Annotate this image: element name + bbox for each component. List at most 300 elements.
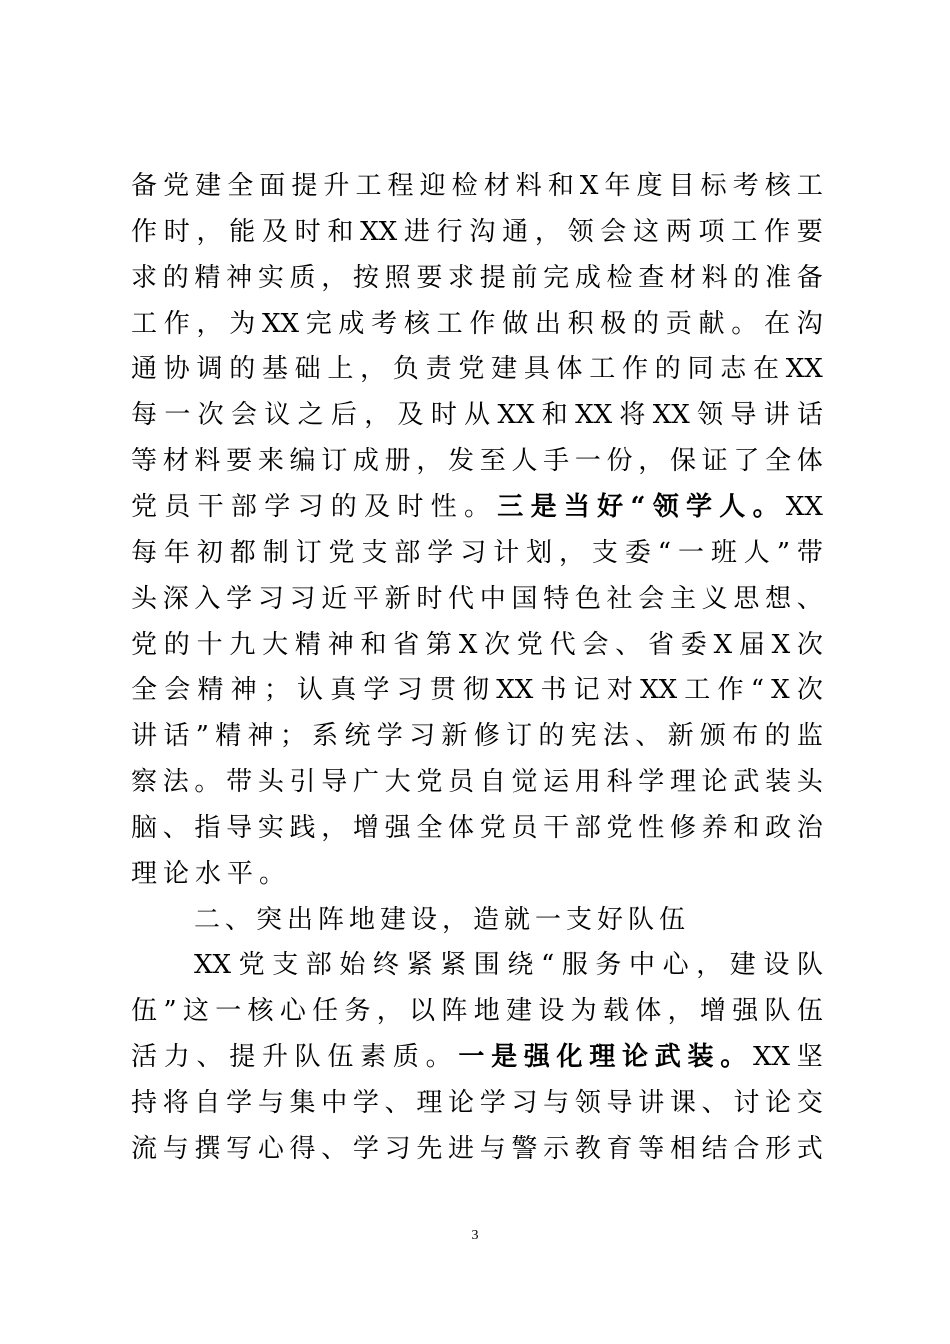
text-glyph: 增 xyxy=(699,996,726,1027)
text-line xyxy=(131,670,823,710)
text-glyph: 神 xyxy=(226,262,253,293)
text-glyph: 订 xyxy=(295,537,322,568)
text-glyph: 义 xyxy=(701,583,728,614)
text-glyph: 交 xyxy=(796,1088,823,1118)
text-glyph: 部 xyxy=(574,812,601,843)
text-glyph: 教 xyxy=(574,1133,601,1164)
text-glyph: 一 xyxy=(574,446,601,477)
text-glyph: 体 xyxy=(635,996,662,1027)
text-line xyxy=(131,395,823,435)
text-glyph: 人 xyxy=(511,446,538,477)
text-glyph: 国 xyxy=(511,583,538,614)
text-glyph: 强 xyxy=(732,996,759,1027)
text-line xyxy=(131,258,823,298)
text-glyph: 划 xyxy=(526,537,553,568)
text-glyph: 精 xyxy=(194,262,221,293)
text-glyph: 初 xyxy=(196,537,223,568)
text-glyph: “ xyxy=(540,950,555,981)
text-glyph: ” xyxy=(195,721,209,752)
text-line xyxy=(131,304,823,344)
text-glyph: 代 xyxy=(448,583,475,614)
text-glyph: 主 xyxy=(669,583,696,614)
text-glyph: 新 xyxy=(667,721,694,752)
text-glyph: 党 xyxy=(131,629,158,660)
text-line xyxy=(131,212,823,252)
text-glyph: 学 xyxy=(264,491,291,522)
text-glyph: 提 xyxy=(229,1042,256,1073)
text-line xyxy=(131,808,823,848)
text-glyph: 手 xyxy=(543,446,570,477)
text-glyph: 法 xyxy=(602,721,629,752)
text-glyph: 、 xyxy=(196,1042,223,1073)
text-glyph: 的 xyxy=(162,262,189,293)
text-glyph: 伍 xyxy=(131,996,158,1027)
text-glyph: 一 xyxy=(677,537,704,568)
text-glyph: 实 xyxy=(257,262,284,293)
text-glyph: 式 xyxy=(796,1133,823,1164)
text-glyph: 的 xyxy=(163,629,190,660)
text-glyph: 合 xyxy=(733,1133,760,1164)
text-glyph: ； xyxy=(279,721,306,752)
text-glyph: 从 xyxy=(464,400,491,431)
text-glyph: 坚 xyxy=(796,1042,823,1073)
text-glyph: 性 xyxy=(638,812,665,843)
text-glyph: 献 xyxy=(698,308,725,339)
text-glyph: 讲 xyxy=(131,721,158,752)
text-glyph: 查 xyxy=(638,262,665,293)
text-glyph: 届 xyxy=(738,629,765,660)
text-glyph: 颁 xyxy=(699,721,726,752)
text-glyph: 将 xyxy=(619,400,646,431)
text-glyph: 极 xyxy=(600,308,627,339)
text-glyph: 始 xyxy=(339,950,366,981)
text-glyph: 会 xyxy=(600,216,627,247)
text-glyph: 领 xyxy=(574,1088,601,1118)
text-glyph: 责 xyxy=(425,354,452,385)
text-glyph: 积 xyxy=(567,308,594,339)
text-glyph: 论 xyxy=(765,1088,792,1118)
text-glyph: 神 xyxy=(327,629,354,660)
text-glyph: 布 xyxy=(732,721,759,752)
text-glyph: 通 xyxy=(502,216,529,247)
text-glyph: 人 xyxy=(743,537,770,568)
text-glyph: 和 xyxy=(733,812,760,843)
text-glyph: 一 xyxy=(458,1042,485,1073)
text-glyph: 习 xyxy=(289,583,316,614)
text-glyph: 和 xyxy=(327,216,354,247)
text-glyph: 增 xyxy=(352,812,379,843)
text-glyph: 领 xyxy=(652,491,679,522)
text-glyph: 证 xyxy=(701,446,728,477)
text-line xyxy=(194,900,690,940)
text-glyph: 伍 xyxy=(796,996,823,1027)
text-glyph: 是 xyxy=(530,491,557,522)
text-glyph: 流 xyxy=(131,1133,158,1164)
text-glyph: 工 xyxy=(589,354,616,385)
text-line xyxy=(131,441,823,481)
text-glyph: ， xyxy=(416,446,443,477)
text-glyph: 程 xyxy=(387,171,414,201)
text-glyph: 部 xyxy=(305,950,332,981)
text-glyph: 写 xyxy=(226,1133,253,1164)
text-glyph: 支 xyxy=(272,950,299,981)
text-glyph: 、 xyxy=(384,1088,411,1118)
text-glyph: 工 xyxy=(684,675,711,706)
page-number: 3 xyxy=(471,1228,479,1243)
text-glyph: 人 xyxy=(719,491,746,522)
text-glyph: 工 xyxy=(131,308,158,339)
text-glyph: 习 xyxy=(297,491,324,522)
text-glyph: 做 xyxy=(502,308,529,339)
text-glyph: 以 xyxy=(409,996,436,1027)
text-glyph: 领 xyxy=(697,400,724,431)
text-glyph: 自 xyxy=(194,1088,221,1118)
text-glyph: 带 xyxy=(226,767,253,798)
text-glyph: 和 xyxy=(541,400,568,431)
text-glyph: 建 xyxy=(491,354,518,385)
text-glyph: 学 xyxy=(226,583,253,614)
text-glyph: 践 xyxy=(289,812,316,843)
text-glyph: 近 xyxy=(321,583,348,614)
text-glyph: 警 xyxy=(511,1133,538,1164)
text-glyph: 作 xyxy=(163,308,190,339)
text-glyph: 材 xyxy=(162,446,189,477)
text-glyph: 次 xyxy=(796,675,823,706)
text-glyph: 全 xyxy=(765,446,792,477)
text-glyph: 学 xyxy=(352,1088,379,1118)
text-glyph: 进 xyxy=(448,1133,475,1164)
text-glyph: 作 xyxy=(622,354,649,385)
text-glyph: 要 xyxy=(416,262,443,293)
text-glyph: 新 xyxy=(384,583,411,614)
text-glyph: 的 xyxy=(764,721,791,752)
text-glyph: 议 xyxy=(264,400,291,431)
text-glyph: 阵 xyxy=(441,996,468,1027)
text-glyph: 是 xyxy=(491,1042,518,1073)
text-glyph: 支 xyxy=(591,537,618,568)
text-glyph: 强 xyxy=(384,812,411,843)
text-glyph: 部 xyxy=(230,491,257,522)
text-glyph: 及 xyxy=(397,400,424,431)
text-glyph: 全 xyxy=(227,171,254,201)
text-glyph: 至 xyxy=(479,446,506,477)
text-glyph: 导 xyxy=(606,1088,633,1118)
text-glyph: 志 xyxy=(720,354,747,385)
text-glyph: 提 xyxy=(479,262,506,293)
text-glyph: 核 xyxy=(403,308,430,339)
text-glyph: 沟 xyxy=(469,216,496,247)
text-glyph: 、 xyxy=(701,1088,728,1118)
text-glyph: 示 xyxy=(543,1133,570,1164)
text-glyph: 务 xyxy=(595,950,622,981)
text-glyph: 作 xyxy=(131,216,158,247)
text-glyph: 社 xyxy=(606,583,633,614)
text-glyph: 话 xyxy=(163,721,190,752)
text-glyph: 的 xyxy=(654,354,681,385)
text-glyph: 学 xyxy=(363,675,390,706)
text-glyph: 与 xyxy=(257,1088,284,1118)
text-glyph: 彻 xyxy=(463,675,490,706)
text-glyph: 通 xyxy=(131,354,158,385)
text-glyph: 三 xyxy=(497,491,524,522)
text-line xyxy=(131,1037,823,1077)
text-glyph: 当 xyxy=(563,491,590,522)
text-glyph: 料 xyxy=(515,171,542,201)
text-glyph: 完 xyxy=(543,262,570,293)
text-glyph: 、 xyxy=(321,1133,348,1164)
text-glyph: 精 xyxy=(197,675,224,706)
text-glyph: 体 xyxy=(796,446,823,477)
text-glyph: 协 xyxy=(163,354,190,385)
text-glyph: 统 xyxy=(344,721,371,752)
text-glyph: 装 xyxy=(765,767,792,798)
text-line xyxy=(194,945,823,985)
text-glyph: 紧 xyxy=(440,950,467,981)
text-glyph: 提 xyxy=(291,171,318,201)
text-glyph: 理 xyxy=(589,1042,616,1073)
text-glyph: 制 xyxy=(262,537,289,568)
text-glyph: 体 xyxy=(556,354,583,385)
text-glyph: 次 xyxy=(197,400,224,431)
text-line xyxy=(131,762,823,802)
text-glyph: 作 xyxy=(763,216,790,247)
text-line xyxy=(131,854,823,894)
text-glyph: 。 xyxy=(731,308,758,339)
text-glyph: 时 xyxy=(163,216,190,247)
text-glyph: 党 xyxy=(479,812,506,843)
text-glyph: 理 xyxy=(416,1088,443,1118)
text-glyph: 订 xyxy=(506,721,533,752)
text-glyph: 按 xyxy=(352,262,379,293)
text-glyph: 一 xyxy=(215,996,242,1027)
text-glyph: 全 xyxy=(416,812,443,843)
text-glyph: 员 xyxy=(164,491,191,522)
text-glyph: 时 xyxy=(416,583,443,614)
text-glyph: 强 xyxy=(523,1042,550,1073)
text-glyph: 新 xyxy=(441,721,468,752)
text-glyph: ， xyxy=(376,996,403,1027)
text-glyph: 大 xyxy=(384,767,411,798)
text-glyph: 相 xyxy=(669,1133,696,1164)
text-line xyxy=(131,1129,823,1169)
text-glyph: 头 xyxy=(796,767,823,798)
text-glyph: 讨 xyxy=(733,1088,760,1118)
text-glyph: 学 xyxy=(226,1088,253,1118)
text-glyph: 负 xyxy=(392,354,419,385)
text-glyph: 论 xyxy=(622,1042,649,1073)
text-glyph: 论 xyxy=(701,767,728,798)
text-glyph: 升 xyxy=(261,1042,288,1073)
text-glyph: 核 xyxy=(247,996,274,1027)
text-glyph: 上 xyxy=(327,354,354,385)
text-glyph: 出 xyxy=(534,308,561,339)
text-glyph: 求 xyxy=(131,262,158,293)
text-glyph: 察 xyxy=(131,767,158,798)
text-glyph: 建 xyxy=(506,996,533,1027)
text-line xyxy=(131,349,823,389)
text-glyph: 部 xyxy=(394,537,421,568)
text-glyph: 成 xyxy=(352,446,379,477)
text-glyph: 两 xyxy=(665,216,692,247)
text-glyph: XX xyxy=(194,950,232,981)
text-glyph: 系 xyxy=(312,721,339,752)
text-glyph: 神 xyxy=(247,721,274,752)
text-glyph: 集 xyxy=(289,1088,316,1118)
text-glyph: ； xyxy=(263,675,290,706)
text-glyph: 每 xyxy=(131,537,158,568)
text-glyph: 沟 xyxy=(796,308,823,339)
text-glyph: 都 xyxy=(229,537,256,568)
text-glyph: 科 xyxy=(606,767,633,798)
text-glyph: 完 xyxy=(305,308,332,339)
text-glyph: 第 xyxy=(426,629,453,660)
text-glyph: 全 xyxy=(131,675,158,706)
text-glyph: 理 xyxy=(669,767,696,798)
text-glyph: XX xyxy=(497,400,535,431)
text-glyph: 平 xyxy=(352,583,379,614)
text-glyph: 基 xyxy=(261,354,288,385)
text-glyph: 代 xyxy=(549,629,576,660)
text-glyph: 武 xyxy=(654,1042,681,1073)
text-glyph: 觉 xyxy=(511,767,538,798)
text-line xyxy=(131,991,823,1031)
text-glyph: 导 xyxy=(321,767,348,798)
text-glyph: 化 xyxy=(556,1042,583,1073)
text-glyph: 会 xyxy=(230,400,257,431)
text-glyph: 习 xyxy=(460,537,487,568)
text-glyph: 运 xyxy=(543,767,570,798)
text-glyph: 委 xyxy=(624,537,651,568)
text-glyph: 的 xyxy=(229,354,256,385)
text-glyph: 的 xyxy=(330,491,357,522)
text-glyph: 九 xyxy=(229,629,256,660)
text-glyph: 围 xyxy=(473,950,500,981)
text-glyph: 紧 xyxy=(406,950,433,981)
text-glyph: 在 xyxy=(763,308,790,339)
text-glyph: 习 xyxy=(511,1088,538,1118)
text-glyph: 活 xyxy=(131,1042,158,1073)
text-glyph: “ xyxy=(750,675,764,706)
text-glyph: 学 xyxy=(427,537,454,568)
text-glyph: 。 xyxy=(425,1042,452,1073)
text-glyph: 。 xyxy=(194,767,221,798)
text-glyph: 调 xyxy=(196,354,223,385)
text-glyph: 会 xyxy=(164,675,191,706)
text-glyph: 习 xyxy=(384,1133,411,1164)
text-glyph: 性 xyxy=(430,491,457,522)
text-glyph: 备 xyxy=(131,171,158,201)
text-glyph: 党 xyxy=(606,812,633,843)
text-glyph: ， xyxy=(558,537,585,568)
text-glyph: 修 xyxy=(473,721,500,752)
text-glyph: 、 xyxy=(615,629,642,660)
text-glyph: ” xyxy=(163,996,177,1027)
text-glyph: X xyxy=(579,171,599,201)
text-glyph: 论 xyxy=(448,1088,475,1118)
text-glyph: 编 xyxy=(289,446,316,477)
text-glyph: 学 xyxy=(479,1088,506,1118)
text-glyph: ， xyxy=(196,308,223,339)
text-glyph: 照 xyxy=(384,262,411,293)
text-glyph: 精 xyxy=(215,721,242,752)
text-glyph: 行 xyxy=(436,216,463,247)
text-glyph: 工 xyxy=(796,171,823,201)
text-glyph: 标 xyxy=(700,171,727,201)
text-glyph: 目 xyxy=(668,171,695,201)
text-glyph: 服 xyxy=(561,950,588,981)
text-glyph: 入 xyxy=(194,583,221,614)
text-glyph: 头 xyxy=(131,583,158,614)
text-glyph: ” xyxy=(776,537,791,568)
text-glyph: 思 xyxy=(733,583,760,614)
text-glyph: 党 xyxy=(516,629,543,660)
text-glyph: 发 xyxy=(448,446,475,477)
text-glyph: 指 xyxy=(194,812,221,843)
text-glyph: 撰 xyxy=(194,1133,221,1164)
text-glyph: 队 xyxy=(796,950,823,981)
text-glyph: 中 xyxy=(629,950,656,981)
text-glyph: 为 xyxy=(229,308,256,339)
text-glyph: XX xyxy=(785,491,823,522)
text-glyph: 能 xyxy=(229,216,256,247)
text-glyph: 进 xyxy=(403,216,430,247)
text-glyph: 。 xyxy=(752,491,779,522)
text-glyph: 、 xyxy=(796,583,823,614)
text-glyph: 色 xyxy=(574,583,601,614)
text-glyph: 份 xyxy=(606,446,633,477)
text-glyph: 料 xyxy=(701,262,728,293)
text-glyph: 考 xyxy=(732,171,759,201)
text-glyph: 及 xyxy=(261,216,288,247)
text-glyph: 想 xyxy=(765,583,792,614)
text-glyph: 具 xyxy=(523,354,550,385)
text-glyph: 任 xyxy=(312,996,339,1027)
text-glyph: 对 xyxy=(606,675,633,706)
text-glyph: X xyxy=(771,675,790,706)
text-glyph: XX xyxy=(752,1042,790,1073)
text-glyph: 省 xyxy=(393,629,420,660)
text-glyph: ， xyxy=(364,400,391,431)
text-line xyxy=(131,533,823,573)
text-glyph: 脑 xyxy=(131,812,158,843)
text-glyph: 度 xyxy=(636,171,663,201)
text-line xyxy=(131,716,823,756)
text-glyph: 干 xyxy=(543,812,570,843)
text-glyph: 同 xyxy=(687,354,714,385)
text-glyph: 来 xyxy=(257,446,284,477)
text-glyph: 、 xyxy=(162,812,189,843)
text-glyph: 贡 xyxy=(665,308,692,339)
text-glyph: 时 xyxy=(397,491,424,522)
text-glyph: 体 xyxy=(448,812,475,843)
text-glyph: 导 xyxy=(226,812,253,843)
text-glyph: 材 xyxy=(669,262,696,293)
text-glyph: 党 xyxy=(131,491,158,522)
text-glyph: 载 xyxy=(602,996,629,1027)
text-glyph: 讲 xyxy=(638,1088,665,1118)
text-glyph: 队 xyxy=(294,1042,321,1073)
text-glyph: 省 xyxy=(648,629,675,660)
text-glyph: 册 xyxy=(384,446,411,477)
text-glyph: 将 xyxy=(162,1088,189,1118)
text-glyph: 础 xyxy=(294,354,321,385)
text-glyph: 中 xyxy=(321,1088,348,1118)
text-glyph: 这 xyxy=(633,216,660,247)
text-glyph: 党 xyxy=(458,354,485,385)
text-glyph: 真 xyxy=(330,675,357,706)
text-glyph: 了 xyxy=(733,446,760,477)
text-glyph: 学 xyxy=(638,767,665,798)
